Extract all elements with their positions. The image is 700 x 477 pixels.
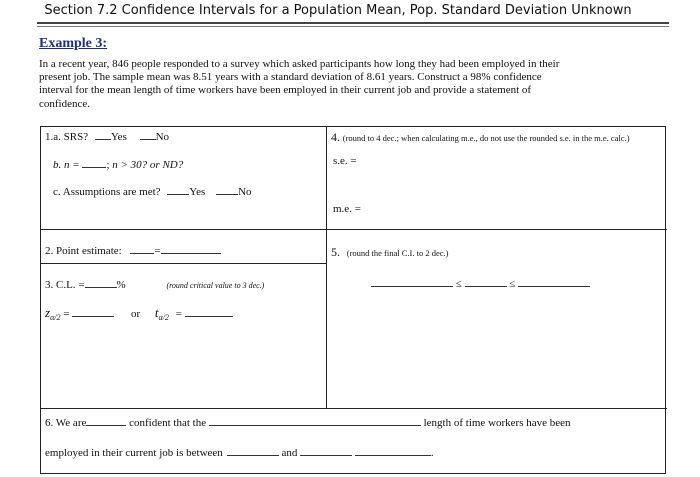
example-title: Example 3: <box>39 36 108 51</box>
q1b-sep: ; <box>106 159 110 171</box>
q5-interval-row <box>371 277 590 290</box>
grid-divider-vertical <box>326 127 327 408</box>
q5-le-1: ≤ <box>455 278 462 290</box>
q1c-no-blank[interactable] <box>216 185 238 195</box>
q5-note: (round the final C.I. to 2 dec.) <box>346 248 449 258</box>
q2-label: 2. Point estimate: <box>45 245 122 257</box>
q5-le-2: ≤ <box>509 278 516 290</box>
q3-cl-blank[interactable] <box>85 278 117 288</box>
q6-units-blank[interactable] <box>355 446 431 456</box>
q1b-row <box>53 158 183 171</box>
q6-we-are: 6. We are <box>45 417 87 429</box>
q3-cl: 3. C.L. = <box>45 279 85 291</box>
q6-parameter-blank[interactable] <box>209 416 421 426</box>
q5-upper-blank[interactable] <box>518 277 590 287</box>
q6-percent-blank[interactable] <box>86 416 126 426</box>
q3-row <box>45 278 264 291</box>
q1a-no: No <box>155 131 170 143</box>
q3-note: (round critical value to 3 dec.) <box>166 281 265 290</box>
q4-header <box>331 130 630 145</box>
q1c-label: c. Assumptions are met? <box>53 186 161 198</box>
q3-z-sub: α/2 <box>50 313 61 323</box>
q3-t: t <box>154 305 159 320</box>
q1a-yes: Yes <box>110 131 127 143</box>
q5-header <box>331 245 448 260</box>
problem-line: confidence. <box>39 97 90 110</box>
q1b-label: b. n = <box>53 159 80 171</box>
grid-divider <box>326 229 667 230</box>
problem-statement <box>39 58 667 111</box>
q2-value-blank[interactable] <box>161 244 221 254</box>
grid-divider <box>41 408 667 409</box>
section-title: Section 7.2 Confidence Intervals for a Population Mean, Pop. Standard Deviation Unknown <box>44 3 632 18</box>
q1a-yes-blank[interactable] <box>95 130 111 140</box>
q1a-label: 1.a. SRS? <box>45 131 89 143</box>
q1c-no: No <box>238 186 252 198</box>
q3-percent: % <box>116 279 126 291</box>
problem-line: In a recent year, 846 people responded to a survey which asked participants how long they had been employed in their <box>39 58 560 70</box>
q1b-n-blank[interactable] <box>82 158 106 168</box>
q3-or: or <box>130 308 141 320</box>
q6-lower-blank[interactable] <box>227 446 279 456</box>
header-rule <box>37 22 669 24</box>
q3-critical-row <box>45 305 233 322</box>
q1c-row <box>53 185 252 198</box>
q4-se: s.e. = <box>333 155 357 167</box>
q6-row-2 <box>45 446 434 459</box>
q3-z-blank[interactable] <box>72 307 114 317</box>
q2-equals: = <box>154 245 161 257</box>
problem-line: interval for the mean length of time workers have been employed in their current job and provide a statement of <box>39 84 532 97</box>
q2-symbol-blank[interactable] <box>130 244 154 254</box>
q6-upper-blank[interactable] <box>300 446 352 456</box>
answer-grid <box>40 126 666 474</box>
q6-and: and <box>281 447 298 459</box>
q5-mean-blank[interactable] <box>465 277 507 287</box>
q4-me: m.e. = <box>333 203 361 215</box>
q3-t-eq: = <box>175 308 182 320</box>
q1a-no-blank[interactable] <box>140 130 156 140</box>
q3-z-eq: = <box>63 308 70 320</box>
q1c-yes: Yes <box>189 186 206 198</box>
q3-t-sub: α/2 <box>158 313 169 323</box>
q6-period: . <box>430 447 434 459</box>
grid-divider <box>41 263 326 264</box>
q1b-condition: n > 30? or ND? <box>112 159 184 171</box>
q6-row-1 <box>45 416 571 429</box>
q6-between: employed in their current job is between <box>45 447 223 459</box>
q4-note: (round to 4 dec.; when calculating m.e., do not use the rounded s.e. in the m.e. calc.) <box>342 133 630 143</box>
q3-z: z <box>45 305 51 320</box>
q5-lower-blank[interactable] <box>371 277 453 287</box>
q6-length-text: length of time workers have been <box>423 417 571 429</box>
q5-number: 5. <box>331 245 340 259</box>
q4-number: 4. <box>331 130 340 144</box>
q6-confident: confident that the <box>129 417 207 429</box>
q3-t-blank[interactable] <box>185 307 233 317</box>
q1a-row <box>45 130 169 143</box>
q1c-yes-blank[interactable] <box>167 185 189 195</box>
grid-divider <box>41 229 326 230</box>
problem-line: present job. The sample mean was 8.51 years with a standard deviation of 8.61 years. Construct a 98% confidence <box>39 71 542 84</box>
q2-row <box>45 244 221 257</box>
header-rule-thin <box>37 26 669 27</box>
